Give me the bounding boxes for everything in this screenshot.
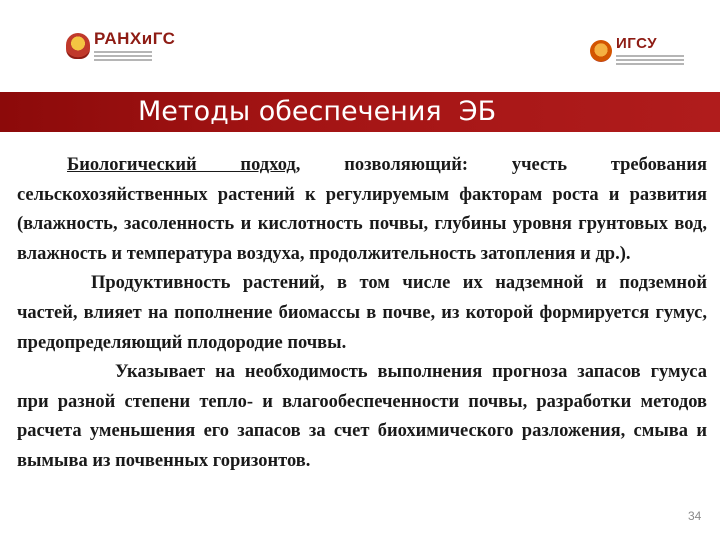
- slide-title: Методы обеспечения ЭБ: [138, 96, 497, 127]
- ranepa-emblem-icon: [66, 33, 90, 59]
- ranepa-logo-name: РАНХиГС: [94, 29, 176, 48]
- igsu-logo: [590, 36, 684, 65]
- paragraph-productivity: Продуктивность растений, в том числе их надземной и подземной частей, влияет на пополнение биомассы в почве, из которой формируется гумус, предопределяющий плодородие почвы.: [17, 273, 707, 353]
- igsu-logo-subtitle-lines: [616, 53, 684, 65]
- igsu-logo-name: ИГСУ: [616, 35, 658, 52]
- page-number: 34: [688, 509, 702, 523]
- paragraph-text: , позволяющий: учесть требования сельскохозяйственных растений к регулируемым факторам роста и развития (влажность, засоленность и кислотность почвы, глубины уровня грунтовых вод, влажность и температура воздуха, продолжительность затопления и др.).: [17, 155, 708, 264]
- paragraph-biological-approach: [17, 151, 707, 269]
- slide-body: [17, 151, 707, 477]
- underlined-term: Биологический подход: [67, 155, 296, 175]
- ranepa-logo-subtitle-lines: [94, 49, 175, 61]
- igsu-emblem-icon: [590, 40, 612, 62]
- title-banner: [0, 92, 720, 132]
- ranepa-logo: [66, 30, 175, 61]
- paragraph-humus-forecast: Указывает на необходимость выполнения прогноза запасов гумуса при разной степени тепло- и влагообеспеченности почвы, разработки методов расчета уменьшения его запасов за счет биохимического разложения, смыва и вымыва из почвенных горизонтов.: [17, 362, 707, 471]
